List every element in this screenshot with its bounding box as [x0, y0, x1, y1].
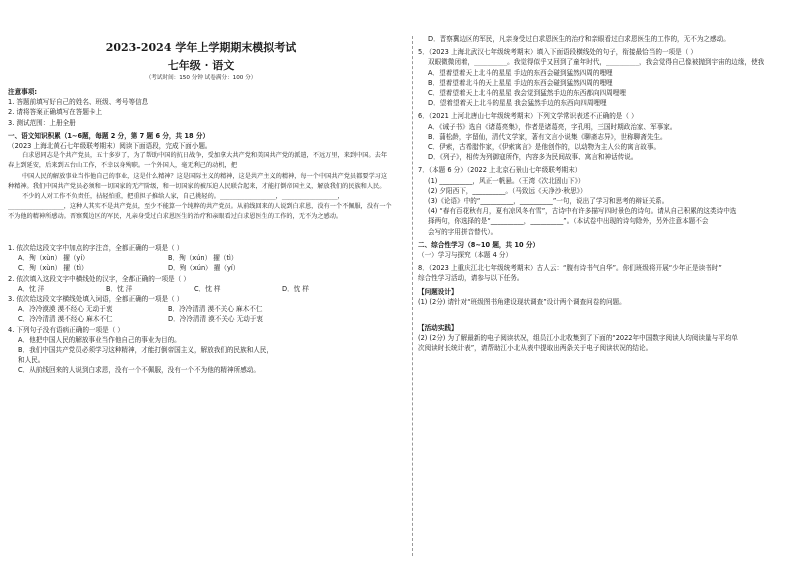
option-a[interactable]: A．望着望着天上北斗的星星 手边的东西会碰到猛然四周的哩哩 [428, 68, 613, 77]
option-b[interactable]: B．殉（xún） 擢（tì） [168, 254, 238, 263]
option-b[interactable]: B．冷冷清清 漠不关心 麻木不仁 [168, 305, 263, 314]
question-8-stem: 8．（2023 上重庆江北七年级统考期末）古人云：“腹有诗书气自华”。你们班级将开展“少年正是读书时” [418, 264, 722, 273]
task-practice: 【活动实践】 [418, 324, 458, 333]
option-d[interactable]: D．望着望着天上北斗的星星 我会猛然手边的东西向四周哩哩 [428, 99, 607, 108]
task-1-question: (1) (2分) 请针对“班级图书角建设现状调查”设计两个调查问卷的问题。 [418, 297, 626, 306]
answer-space[interactable] [418, 307, 788, 323]
section2-heading: 二、综合性学习（8~10 题，共 10 分） [418, 240, 540, 249]
section1-source: （2023 上海北黄石七年级联考期末）阅读下面语段，完成下面小题。 [8, 142, 212, 151]
note-item: 2. 请将答案正确填写在答题卡上 [8, 108, 103, 117]
option-c[interactable]: C．望着望着天上北斗的星星 我会觉到猛然手边的东西都向四周哩哩 [428, 89, 626, 98]
option-d[interactable]: D．殉（xún） 擢（yí） [168, 264, 240, 273]
question-6-stem: 6．（2021 上河北唐山七年级统考期末）下列文学常识表述不正确的是（ ） [418, 112, 638, 121]
fill-line[interactable]: (3)《论语》中的“__________，__________”一句，说出了学习和思考的辩证关系。 [428, 197, 669, 206]
question-1-options [8, 263, 394, 273]
option-d[interactable]: D．冷冷清清 漠不关心 无动于衷 [168, 315, 263, 324]
question-1-options [8, 253, 394, 263]
option-b[interactable]: B．我们中国共产党员必须学习这种精神，才能打倒帝国主义，解放我们的民族和人民， [18, 346, 274, 355]
fill-line[interactable]: 择两句，你选择的是“__________，__________”。（本试卷中出现的诗句除外，另外注意本题不会 [428, 217, 709, 226]
option-a[interactable]: A．殉（xùn） 擢（yí） [18, 254, 89, 263]
exam-title: 2023-2024 学年上学期期末模拟考试 [105, 41, 297, 54]
option-d[interactable]: D．忱 样 [282, 284, 309, 293]
passage-paragraph: 白求恩同志是个共产党员，五十多岁了，为了帮助中国的抗日战争，受加拿大共产党和美国共产党的派遣，不远万里，来到中国。去年春上到延安，后来到五台山工作，不幸以身殉职。一个外国人，毫无利己的动机，把 [8, 152, 388, 170]
option-a[interactable]: A．忱 洋 [18, 284, 45, 293]
fill-line[interactable]: (4) “春有百花秋有月，夏有凉风冬有雪”，古诗中有许多描写四时景色的诗句。请从自己积累的这类诗中选 [428, 207, 737, 216]
exam-meta: （考试时间：150 分钟 试卷满分：100 分） [145, 75, 257, 81]
option-c[interactable]: C．伊索，古希腊作家，《伊索寓言》是他创作的，以动物为主人公的寓言故事。 [428, 143, 661, 152]
option-c[interactable]: C．从前线回来的人说到白求恩，没有一个不佩服，没有一个不为他的精神所感动。 [18, 366, 260, 375]
task-2-question-cont: 次阅读时长统计表”，请帮助江小北从表中提取出两条关于电子阅读状况的结论。 [418, 344, 653, 353]
passage-paragraph: 不少的人对工作不负责任，拈轻怕重，把重担子推给人家，自己挑轻的。__________________，__________________，__________________，这种人其实不是共产党员，至少不能算一个纯粹的共产党员。从前线回来的人说到白求恩，没有一个不佩服，没有一个不为他的精神所感动。晋察冀边区的军民，凡亲身受过白求恩医生的治疗和亲眼看过白求恩医生的工作的，无不为之感动。 [8, 193, 392, 221]
left-column [8, 34, 394, 376]
question-5-stem: 5．（2023 上海北武汉七年级统考期末）填入下面语段横线处的句子，衔接最恰当的一项是（ ） [418, 48, 698, 57]
fill-line: 会写的字用拼音替代）。 [428, 227, 498, 236]
option-d[interactable]: D．《列子》，相传为列御寇所作，内容多为民间故事、寓言和神话传说。 [428, 153, 638, 162]
option-b[interactable]: B．忱 洋 [106, 284, 133, 293]
question-8-stem-cont: 综合性学习活动，请参与以下任务。 [418, 274, 524, 283]
passage-paragraph: 中国人民的解放事业当作他自己的事业，这是什么精神？这是国际主义的精神，这是共产主义的精神，每一个中国共产党员都要学习这种精神。我们中国共产党员必须和一切国家的无产阶级，和一切国家的被压迫人民联合起来，才能打倒帝国主义，解放我们的民族和人民。 [8, 172, 388, 190]
question-4-stem: 4. 下列句子没有语病正确的一项是（ ） [8, 325, 124, 334]
fill-line[interactable]: (2) 夕阳西下，__________。（马致远《天净沙·秋思》） [428, 186, 587, 195]
question-7-stem: 7．（本题 6 分）（2022 上北京石景山七年级联考期末） [418, 166, 582, 175]
note-item: 3. 测试范围：上册全册 [8, 118, 76, 127]
option-b[interactable]: B．望着望着北斗的天上星星 手边的东西会碰到猛然四周的哩哩 [428, 78, 613, 87]
option-a[interactable]: A．冷冷漠漠 漠不经心 无动于衷 [18, 305, 113, 314]
option-a[interactable]: A．他把中国人民的解放事业当作他自己的事业为目的。 [18, 335, 181, 344]
note-item: 1. 答题前填写好自己的姓名、班级、考号等信息 [8, 98, 149, 107]
option-b[interactable]: B．蒲松龄，字留仙，清代文学家，著有文言小说集《聊斋志异》，世称聊斋先生。 [428, 132, 667, 141]
question-3-options [8, 314, 394, 324]
option-d[interactable]: D．晋察冀边区的军民，凡亲身受过白求恩医生的治疗和亲眼看过白求恩医生的工作的，无不为之感动。 [428, 35, 730, 43]
question-1-stem: 1. 依次给这段文字中加点的字注音，全都正确的一项是（ ） [8, 244, 184, 253]
option-b-cont: 和人民。 [18, 356, 45, 365]
option-a[interactable]: A．《诫子书》选自《诸葛亮集》，作者是诸葛亮，字孔明，三国时期政治家、军事家。 [428, 122, 677, 131]
question-3-stem: 3. 依次给这段文字横线处填入词语，全都正确的一项是（ ） [8, 295, 184, 304]
notes-heading: 注意事项: [8, 88, 38, 96]
right-column [418, 34, 788, 354]
question-2-options [8, 284, 394, 294]
column-divider [412, 36, 413, 556]
fill-line[interactable]: (1) __________，风正一帆悬。（王湾《次北固山下》） [428, 176, 585, 185]
exam-grade: 七年级 · 语文 [167, 59, 235, 72]
question-2-stem: 2. 依次填入这段文字中横线处的汉字，全都正确的一项是（ ） [8, 274, 190, 283]
task-2-question: (2) (2分) 为了解最新的电子阅读状况，组员江小北收集到了下面的“2022年中国数字阅读人均阅读量与平均单 [418, 334, 739, 343]
task-problem-design: 【问题设计】 [418, 287, 458, 296]
question-3-options [8, 304, 394, 314]
section2-sub: （一）学习与探究（本题 4 分） [418, 251, 513, 260]
option-c[interactable]: C．忱 样 [194, 284, 221, 293]
option-c[interactable]: C．冷冷清清 漠不经心 麻木不仁 [18, 315, 113, 324]
question-5-paragraph: 双眼微微闭着，__________。我觉得似乎又回到了童年时代，__________，我会觉得自己像被抛到宇宙的边缘，使我 [428, 58, 765, 67]
section1-heading: 一、语文知识积累（1~6题，每题 2 分，第 7 题 6 分，共 18 分） [8, 131, 210, 140]
option-c[interactable]: C．殉（xùn） 擢（tì） [18, 264, 88, 273]
